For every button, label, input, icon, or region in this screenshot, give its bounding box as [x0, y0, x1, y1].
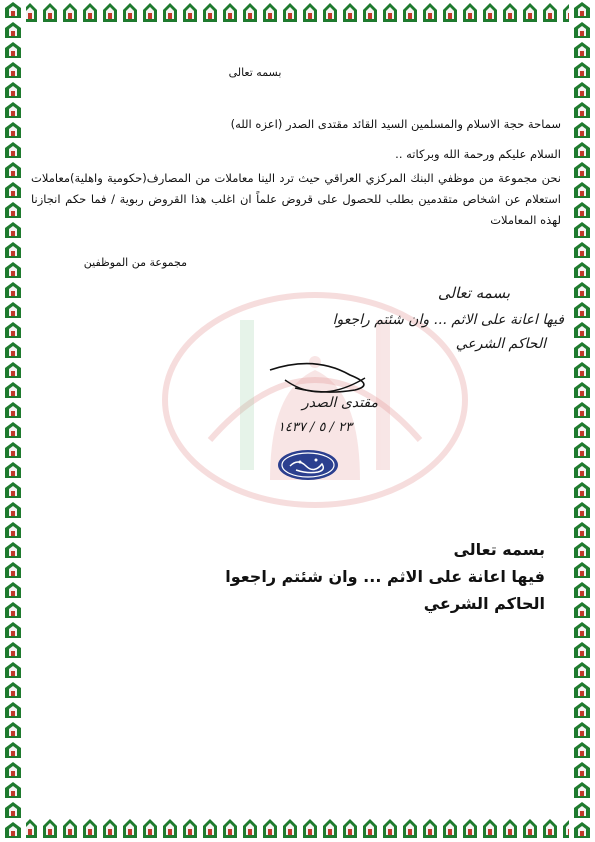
salutation-line: السلام عليكم ورحمة الله وبركاته .. [395, 147, 561, 161]
left-border-pattern [0, 0, 26, 842]
signature-date: ٢٣ / ٥ / ١٤٣٧ [277, 420, 353, 435]
right-border-pattern [569, 0, 595, 842]
typed-reply-line-2: فيها اعانة على الاثم ... وان شئتم راجعوا [225, 567, 545, 586]
question-paragraph: نحن مجموعة من موظفي البنك المركزي العراقي حيث ترد الينا معاملات من المصارف(حكومية واهلية)معاملات استعلام عن اشخاص متقدمين بطلب للحصول على قروض علماً ان اغلب هذا القروض ربوية / فما حكم انجازنا لهذه المعاملات [31, 171, 561, 227]
top-border-pattern [0, 0, 595, 26]
handwritten-line-1: بسمه تعالى [437, 284, 510, 302]
bottom-border-pattern [0, 816, 595, 842]
letter-heading: بسمه تعالى [228, 66, 282, 79]
letter-signoff: مجموعة من الموظفين [83, 256, 187, 269]
typed-reply-line-1: بسمه تعالى [453, 540, 545, 559]
signer-handwriting: مقتدى الصدر [302, 395, 378, 411]
office-seal-icon [276, 448, 340, 482]
handwritten-line-2: فيها اعانة على الاثم ... وان شئتم راجعوا [332, 312, 564, 328]
addressee-line: سماحة حجة الاسلام والمسلمين السيد القائد مقتدى الصدر (اعزه الله) [230, 117, 561, 131]
handwritten-line-3: الحاكم الشرعي [455, 336, 546, 352]
typed-reply-line-3: الحاكم الشرعي [423, 594, 545, 613]
